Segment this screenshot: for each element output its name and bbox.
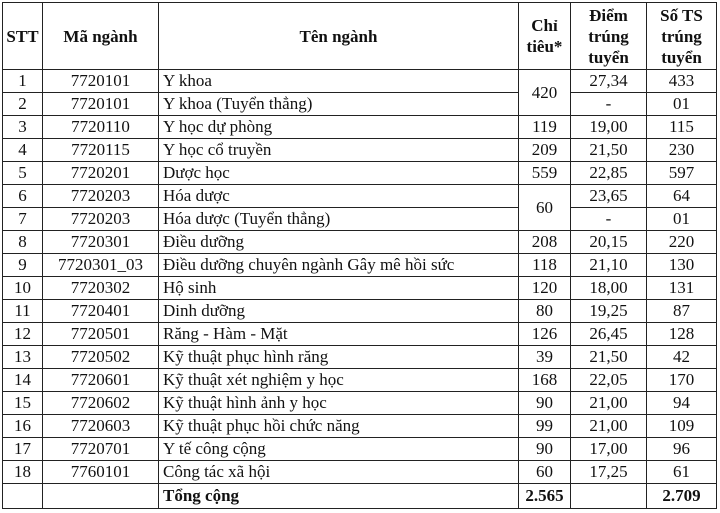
cell-code: 7720701 [43, 438, 159, 461]
table-row [3, 392, 717, 415]
cell-stt: 1 [3, 70, 43, 93]
cell-score: 27,34 [571, 70, 647, 93]
cell-admitted: 128 [647, 323, 717, 346]
cell-admitted: 433 [647, 70, 717, 93]
cell-admitted: 61 [647, 461, 717, 484]
cell-quota: 420 [519, 70, 571, 116]
cell-stt: 5 [3, 162, 43, 185]
cell-code: 7720301 [43, 231, 159, 254]
cell-name: Kỹ thuật xét nghiệm y học [159, 369, 519, 392]
cell-code: 7720602 [43, 392, 159, 415]
cell-quota: 209 [519, 139, 571, 162]
cell-quota: 90 [519, 438, 571, 461]
cell-admitted: 64 [647, 185, 717, 208]
cell-admitted: 01 [647, 208, 717, 231]
cell-score: 20,15 [571, 231, 647, 254]
cell-name: Răng - Hàm - Mặt [159, 323, 519, 346]
header-quota: Chỉ tiêu* [519, 3, 571, 70]
cell-code: 7720502 [43, 346, 159, 369]
cell-admitted: 01 [647, 93, 717, 116]
cell-stt: 12 [3, 323, 43, 346]
cell-score: 22,85 [571, 162, 647, 185]
total-empty-stt [3, 484, 43, 509]
cell-stt: 4 [3, 139, 43, 162]
total-row [3, 484, 717, 509]
table-row [3, 254, 717, 277]
cell-quota: 99 [519, 415, 571, 438]
table-row [3, 139, 717, 162]
table-row [3, 369, 717, 392]
cell-name: Dược học [159, 162, 519, 185]
cell-quota: 120 [519, 277, 571, 300]
cell-score: 26,45 [571, 323, 647, 346]
cell-admitted: 230 [647, 139, 717, 162]
table-row [3, 70, 717, 93]
cell-stt: 2 [3, 93, 43, 116]
cell-score: 17,25 [571, 461, 647, 484]
cell-code: 7720203 [43, 185, 159, 208]
cell-score: - [571, 93, 647, 116]
cell-code: 7760101 [43, 461, 159, 484]
cell-score: 21,00 [571, 415, 647, 438]
cell-stt: 8 [3, 231, 43, 254]
cell-name: Dinh dưỡng [159, 300, 519, 323]
cell-admitted: 87 [647, 300, 717, 323]
cell-name: Y học dự phòng [159, 116, 519, 139]
header-name: Tên ngành [159, 3, 519, 70]
cell-code: 7720501 [43, 323, 159, 346]
cell-stt: 14 [3, 369, 43, 392]
cell-code: 7720110 [43, 116, 159, 139]
cell-admitted: 96 [647, 438, 717, 461]
cell-quota: 208 [519, 231, 571, 254]
cell-score: 19,25 [571, 300, 647, 323]
table-row [3, 277, 717, 300]
cell-score: 21,50 [571, 139, 647, 162]
cell-name: Điều dưỡng [159, 231, 519, 254]
cell-quota: 168 [519, 369, 571, 392]
header-code: Mã ngành [43, 3, 159, 70]
cell-stt: 15 [3, 392, 43, 415]
cell-stt: 11 [3, 300, 43, 323]
cell-code: 7720201 [43, 162, 159, 185]
table-row [3, 93, 717, 116]
cell-quota: 80 [519, 300, 571, 323]
table-row [3, 323, 717, 346]
table-row [3, 208, 717, 231]
cell-code: 7720115 [43, 139, 159, 162]
cell-stt: 18 [3, 461, 43, 484]
cell-code: 7720603 [43, 415, 159, 438]
cell-name: Hộ sinh [159, 277, 519, 300]
cell-admitted: 597 [647, 162, 717, 185]
cell-quota: 118 [519, 254, 571, 277]
table-row [3, 116, 717, 139]
cell-stt: 17 [3, 438, 43, 461]
total-label: Tổng cộng [159, 484, 519, 509]
cell-quota: 60 [519, 185, 571, 231]
admission-results-table [2, 2, 717, 509]
cell-score: 21,00 [571, 392, 647, 415]
cell-admitted: 109 [647, 415, 717, 438]
cell-admitted: 94 [647, 392, 717, 415]
cell-name: Kỹ thuật phục hình răng [159, 346, 519, 369]
total-quota: 2.565 [519, 484, 571, 509]
table-row [3, 346, 717, 369]
cell-admitted: 131 [647, 277, 717, 300]
cell-name: Y khoa [159, 70, 519, 93]
cell-quota: 90 [519, 392, 571, 415]
total-empty-code [43, 484, 159, 509]
cell-quota: 559 [519, 162, 571, 185]
header-score: Điểm trúng tuyển [571, 3, 647, 70]
cell-admitted: 42 [647, 346, 717, 369]
header-row [3, 3, 717, 70]
cell-score: 18,00 [571, 277, 647, 300]
cell-score: 22,05 [571, 369, 647, 392]
cell-score: 17,00 [571, 438, 647, 461]
cell-name: Kỹ thuật hình ảnh y học [159, 392, 519, 415]
header-admitted: Số TS trúng tuyển [647, 3, 717, 70]
cell-score: - [571, 208, 647, 231]
cell-admitted: 115 [647, 116, 717, 139]
table-row [3, 231, 717, 254]
cell-quota: 60 [519, 461, 571, 484]
cell-stt: 13 [3, 346, 43, 369]
header-stt: STT [3, 3, 43, 70]
cell-stt: 6 [3, 185, 43, 208]
cell-code: 7720302 [43, 277, 159, 300]
cell-admitted: 130 [647, 254, 717, 277]
cell-score: 21,50 [571, 346, 647, 369]
cell-score: 23,65 [571, 185, 647, 208]
total-admitted: 2.709 [647, 484, 717, 509]
total-empty-score [571, 484, 647, 509]
table-row [3, 415, 717, 438]
cell-score: 21,10 [571, 254, 647, 277]
cell-code: 7720601 [43, 369, 159, 392]
table-row [3, 162, 717, 185]
cell-name: Y khoa (Tuyển thẳng) [159, 93, 519, 116]
cell-code: 7720101 [43, 93, 159, 116]
cell-stt: 16 [3, 415, 43, 438]
cell-stt: 3 [3, 116, 43, 139]
cell-name: Hóa dược (Tuyển thẳng) [159, 208, 519, 231]
cell-code: 7720203 [43, 208, 159, 231]
table-body [3, 70, 717, 484]
cell-name: Kỹ thuật phục hồi chức năng [159, 415, 519, 438]
cell-code: 7720101 [43, 70, 159, 93]
table-row [3, 461, 717, 484]
cell-code: 7720301_03 [43, 254, 159, 277]
cell-stt: 10 [3, 277, 43, 300]
cell-quota: 119 [519, 116, 571, 139]
cell-name: Điều dưỡng chuyên ngành Gây mê hồi sức [159, 254, 519, 277]
cell-quota: 39 [519, 346, 571, 369]
cell-name: Y tế công cộng [159, 438, 519, 461]
cell-admitted: 220 [647, 231, 717, 254]
cell-score: 19,00 [571, 116, 647, 139]
table-row [3, 300, 717, 323]
cell-stt: 9 [3, 254, 43, 277]
cell-quota: 126 [519, 323, 571, 346]
table-row [3, 438, 717, 461]
cell-name: Y học cổ truyền [159, 139, 519, 162]
cell-stt: 7 [3, 208, 43, 231]
cell-admitted: 170 [647, 369, 717, 392]
cell-code: 7720401 [43, 300, 159, 323]
cell-name: Hóa dược [159, 185, 519, 208]
table-row [3, 185, 717, 208]
cell-name: Công tác xã hội [159, 461, 519, 484]
